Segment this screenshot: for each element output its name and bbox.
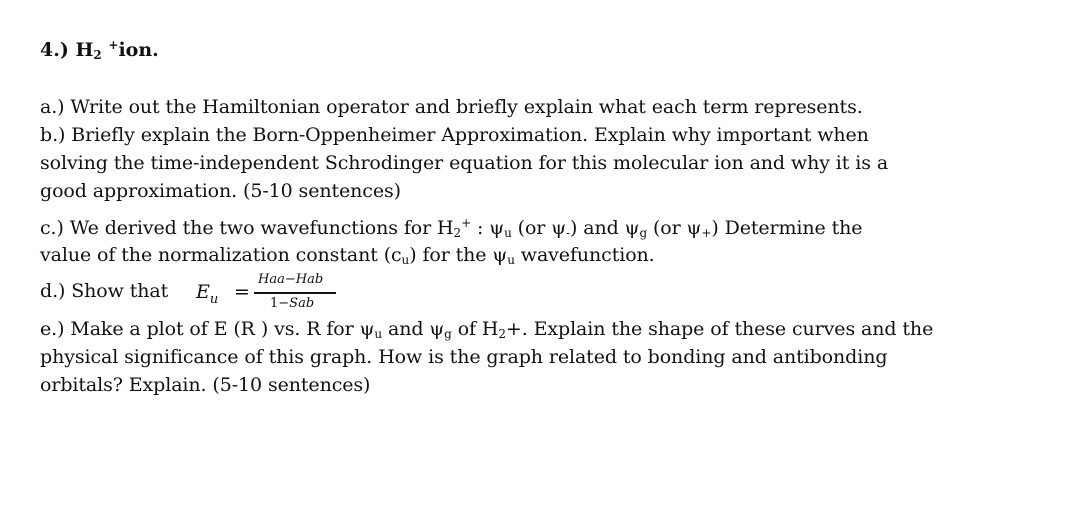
psi-u-subscript: u [504, 226, 512, 240]
part-e-line-1-end: +. Explain the shape of these curves and the [505, 318, 934, 340]
energy-u-subscript: u [209, 292, 219, 307]
heading-rest: ion. [118, 39, 159, 61]
energy-e: E [196, 281, 210, 303]
denominator-one: 1− [270, 296, 290, 311]
part-b-line-3: good approximation. (5-10 sentences) [40, 180, 401, 202]
part-a-line-1: a.) Write out the Hamiltonian operator and briefly explain what each term represents. [40, 96, 863, 118]
psi-g-subscript: g [639, 226, 648, 240]
energy-fraction [240, 272, 336, 316]
equals-sign: = [234, 281, 250, 303]
cu-subscript: u [401, 253, 410, 267]
part-c-text: c.) We derived the two wavefunctions for H [40, 217, 454, 239]
energy-u-symbol [196, 281, 218, 307]
fraction-bar [254, 292, 336, 294]
psi-minus-symbol: ψ [551, 217, 567, 239]
denominator-sab: Sab [289, 296, 315, 311]
colon: : [471, 217, 490, 239]
heading-h: H [75, 39, 94, 61]
part-c-line-2-end: wavefunction. [514, 244, 655, 266]
and-text: ) and [570, 217, 625, 239]
part-c-line-2-text: value of the normalization constant (c [40, 244, 402, 266]
part-e-of-h: of H [451, 318, 499, 340]
part-d-label: d.) Show that [40, 280, 169, 302]
part-e-line-2: physical significance of this graph. How is the graph related to bonding and antibonding [40, 346, 888, 368]
fraction-denominator [270, 296, 314, 311]
or-text: (or [511, 217, 552, 239]
psi-u-symbol: ψ [489, 217, 505, 239]
question-number: 4.) [40, 39, 69, 61]
question-heading [40, 38, 159, 62]
or-text-2: (or [647, 217, 687, 239]
psi-plus-subscript: + [701, 226, 712, 240]
part-e-and: and [382, 318, 430, 340]
part-c-line-2 [40, 244, 655, 267]
h2-subscript-2: 2 [498, 327, 506, 341]
psi-g-symbol: ψ [624, 217, 640, 239]
h2-subscript: 2 [453, 226, 462, 240]
psi-g-symbol-2: ψ [429, 318, 445, 340]
part-c-line-2-mid: ) for the [409, 244, 493, 266]
psi-u-symbol-3: ψ [359, 318, 375, 340]
psi-minus-subscript: - [566, 226, 570, 240]
heading-h-superscript: + [108, 38, 119, 52]
part-b-line-1: b.) Briefly explain the Born-Oppenheimer Approximation. Explain why important when [40, 124, 869, 146]
psi-u-subscript-3: u [374, 327, 383, 341]
fraction-numerator: Haa−Hab [258, 272, 324, 287]
heading-h-subscript: 2 [93, 48, 102, 62]
psi-plus-symbol: ψ [686, 217, 702, 239]
h2-superscript: + [461, 216, 472, 230]
psi-g-subscript-2: g [444, 327, 452, 341]
determine-text: ) Determine the [711, 217, 863, 239]
psi-u-symbol-2: ψ [492, 244, 508, 266]
part-e-text: e.) Make a plot of E (R ) vs. R for [40, 318, 360, 340]
part-e-line-1 [40, 318, 933, 341]
part-c-line-1 [40, 216, 862, 240]
part-e-line-3: orbitals? Explain. (5-10 sentences) [40, 374, 371, 396]
part-b-line-2: solving the time-independent Schrodinger equation for this molecular ion and why it is a [40, 152, 889, 174]
psi-u-subscript-2: u [507, 253, 515, 267]
